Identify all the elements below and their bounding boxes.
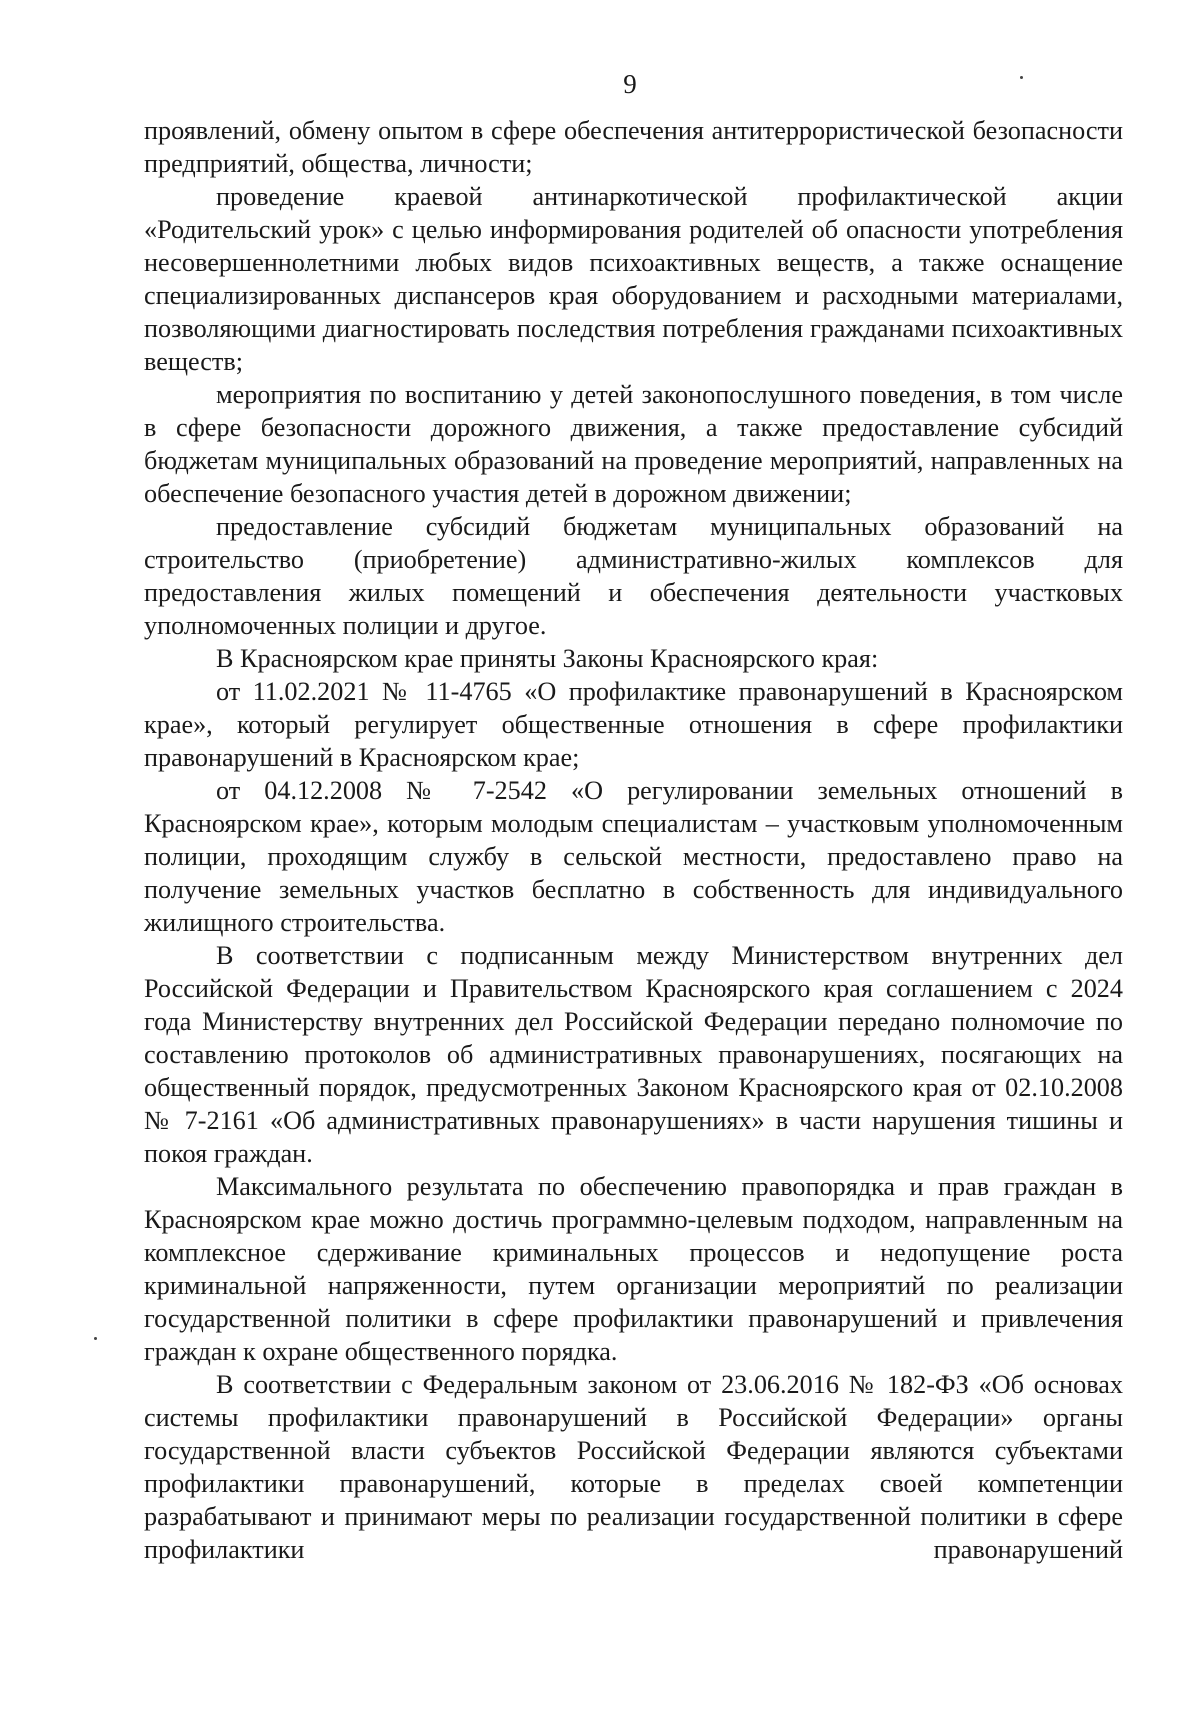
paragraph-8: В соответствии с подписанным между Министерством внутренних дел Российской Федерации и Правительством Красноярского края соглашением с 2024 года Министерству внутренних дел Российской Федерации передано полномочие по составлению протоколов об административных правонарушениях, посягающих на общественный порядок, предусмотренных Законом Красноярского края от 02.10.2008 № 7-2161 «Об административных правонарушениях» в части нарушения тишины и покоя граждан. (144, 941, 1123, 1168)
paragraph-7: от 04.12.2008 № 7-2542 «О регулировании земельных отношений в Красноярском крае», которым молодым специалистам – участковым уполномоченным полиции, проходящим службу в сельской местности, предоставлено право на получение земельных участков бесплатно в собственность для индивидуального жилищного строительства. (144, 776, 1123, 937)
paragraph-2: проведение краевой антинаркотической профилактической акции «Родительский урок» с целью информирования родителей об опасности употребления несовершеннолетними любых видов психоактивных веществ, а также оснащение специализированных диспансеров края оборудованием и расходными материалами, позволяющими диагностировать последствия потребления гражданами психоактивных веществ; (144, 182, 1123, 376)
paragraph-4: предоставление субсидий бюджетам муниципальных образований на строительство (приобретение) административно-жилых комплексов для предоставления жилых помещений и обеспечения деятельности участковых уполномоченных полиции и другое. (144, 512, 1123, 640)
document-body (144, 114, 1123, 1566)
paragraph-10: В соответствии с Федеральным законом от 23.06.2016 № 182-ФЗ «Об основах системы профилактики правонарушений в Российской Федерации» органы государственной власти субъектов Российской Федерации являются субъектами профилактики правонарушений, которые в пределах своей компетенции разрабатывают и принимают меры по реализации государственной политики в сфере профилактики правонарушений (144, 1370, 1123, 1564)
page-number: 9 (623, 69, 637, 99)
paragraph-3: мероприятия по воспитанию у детей законопослушного поведения, в том числе в сфере безопасности дорожного движения, а также предоставление субсидий бюджетам муниципальных образований на проведение мероприятий, направленных на обеспечение безопасного участия детей в дорожном движении; (144, 380, 1123, 508)
scan-speck (94, 1337, 97, 1340)
paragraph-1: проявлений, обмену опытом в сфере обеспечения антитеррористической безопасности предприятий, общества, личности; (144, 116, 1123, 178)
paragraph-6: от 11.02.2021 № 11-4765 «О профилактике правонарушений в Красноярском крае», который регулирует общественные отношения в сфере профилактики правонарушений в Красноярском крае; (144, 677, 1123, 772)
scan-speck (1020, 76, 1023, 79)
paragraph-9: Максимального результата по обеспечению правопорядка и прав граждан в Красноярском крае можно достичь программно-целевым подходом, направленным на комплексное сдерживание криминальных процессов и недопущение роста криминальной напряженности, путем организации мероприятий по реализации государственной политики в сфере профилактики правонарушений и привлечения граждан к охране общественного порядка. (144, 1172, 1123, 1366)
paragraph-5: В Красноярском крае приняты Законы Красноярского края: (216, 644, 879, 673)
